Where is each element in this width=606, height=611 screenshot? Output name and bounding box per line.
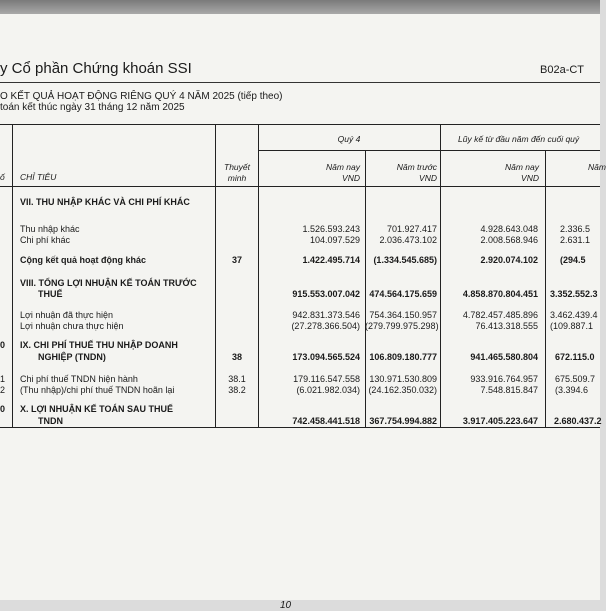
row-ytd-py: (294.5 — [560, 255, 586, 265]
row-note: 37 — [231, 255, 242, 265]
row-q4-cy: 1.526.593.243 — [302, 224, 360, 234]
row-ytd-cy: 3.917.405.223.647 — [462, 416, 538, 426]
row-q4-cy: 173.094.565.524 — [292, 352, 360, 362]
row-note: 38 — [231, 352, 242, 362]
row-q4-cy: 179.116.547.558 — [293, 374, 360, 384]
row-section-x: X. LỢI NHUẬN KẾ TOÁN SAU THUẾ — [20, 404, 174, 414]
page-number: 10 — [280, 600, 292, 611]
row-label: Lợi nhuận chưa thực hiện — [20, 321, 124, 331]
row-code: 0 — [0, 340, 6, 350]
row-ytd-cy: 933.916.764.957 — [470, 374, 538, 384]
row-q4-cy: (27.278.366.504) — [291, 321, 360, 331]
row-label: Lợi nhuận đã thực hiện — [20, 310, 113, 320]
row-section-ix: IX. CHI PHÍ THUẾ THU NHẬP DOANH — [20, 340, 178, 350]
report-title: O KẾT QUẢ HOẠT ĐỘNG RIÊNG QUÝ 4 NĂM 2025 (tiếp theo) — [0, 91, 283, 102]
header-ytd-unit: VND — [521, 173, 539, 183]
form-code: B02a-CT — [540, 64, 585, 76]
row-q4-py: 474.564.175.659 — [369, 289, 437, 299]
header-group-q4: Quý 4 — [337, 134, 361, 144]
row-code: 2 — [0, 385, 6, 395]
row-ytd-cy: 941.465.580.804 — [470, 352, 538, 362]
row-q4-cy: 915.553.007.042 — [292, 289, 360, 299]
row-label: Chi phí thuế TNDN hiện hành — [20, 374, 138, 384]
row-q4-py: 754.364.150.957 — [369, 310, 437, 320]
header-rule — [0, 82, 600, 83]
row-ytd-py: 2.680.437.2 — [554, 416, 602, 426]
report-period: toán kết thúc ngày 31 tháng 12 năm 2025 — [0, 102, 185, 113]
row-ytd-cy: 7.548.815.847 — [480, 385, 538, 395]
row-q4-py: 367.754.994.882 — [369, 416, 437, 426]
row-q4-cy: 942.831.373.546 — [292, 310, 360, 320]
row-ytd-cy: 2.008.568.946 — [480, 235, 538, 245]
header-q4-prior-year: Năm trước — [396, 162, 437, 172]
row-q4-py: 701.927.417 — [386, 224, 437, 234]
row-section-ix-cont: NGHIỆP (TNDN) — [38, 352, 106, 362]
header-note: Thuyết minh — [224, 162, 250, 183]
top-bezel — [0, 0, 600, 14]
row-ytd-py: 3.462.439.4 — [550, 310, 598, 320]
row-q4-cy: 1.422.495.714 — [302, 255, 360, 265]
company-name: y Cổ phần Chứng khoán SSI — [0, 60, 192, 77]
row-q4-cy: (6.021.982.034) — [296, 385, 360, 395]
row-q4-py: 130.971.530.809 — [369, 374, 437, 384]
row-q4-py: 2.036.473.102 — [379, 235, 437, 245]
row-label: Thu nhập khác — [20, 224, 80, 234]
row-ytd-py: 2.336.5 — [560, 224, 591, 234]
row-q4-cy: 104.097.529 — [309, 235, 360, 245]
row-ytd-cy: 4.782.457.485.896 — [462, 310, 538, 320]
row-note: 38.1 — [228, 374, 246, 384]
row-section-vii: VII. THU NHẬP KHÁC VÀ CHI PHÍ KHÁC — [20, 197, 190, 207]
header-q4-current-year: Năm nay — [325, 162, 360, 172]
header-q4-prior-unit: VND — [419, 173, 437, 183]
row-q4-py: (24.162.350.032) — [368, 385, 437, 395]
row-q4-py: (279.799.975.298) — [365, 321, 439, 331]
row-section-x-cont: TNDN — [38, 416, 63, 426]
header-item: CHỈ TIÊU — [20, 172, 57, 182]
row-section-viii: VIII. TỔNG LỢI NHUẬN KẾ TOÁN TRƯỚC — [20, 278, 197, 288]
row-ytd-py: (109.887.1 — [550, 321, 594, 331]
row-section-viii-cont: THUẾ — [38, 289, 63, 299]
document-page — [0, 14, 606, 611]
row-q4-py: 106.809.180.777 — [369, 352, 437, 362]
row-label: (Thu nhập)/chi phí thuế TNDN hoãn lại — [20, 385, 175, 395]
row-ytd-py: 2.631.1 — [560, 235, 591, 245]
header-q4-unit: VND — [342, 173, 360, 183]
header-group-ytd: Lũy kế từ đầu năm đến cuối quý — [458, 134, 580, 144]
row-code: 0 — [0, 404, 6, 414]
row-ytd-py: 675.509.7 — [555, 374, 596, 384]
income-statement-table — [0, 124, 606, 430]
row-note: 38.2 — [228, 385, 246, 395]
row-ytd-cy: 4.928.643.048 — [480, 224, 538, 234]
row-ytd-py: 672.115.0 — [555, 352, 595, 362]
row-label: Chi phí khác — [20, 235, 71, 245]
row-ytd-cy: 76.413.318.555 — [475, 321, 538, 331]
row-code: 1 — [0, 374, 6, 384]
header-ytd-prior-year: Năm — [588, 162, 606, 172]
row-ytd-cy: 4.858.870.804.451 — [462, 289, 538, 299]
header-code: ố — [0, 172, 5, 182]
row-q4-cy: 742.458.441.518 — [292, 416, 360, 426]
header-ytd-current-year: Năm nay — [504, 162, 539, 172]
row-label: Cộng kết quả hoạt động khác — [20, 255, 147, 265]
row-ytd-py: 3.352.552.3 — [550, 289, 598, 299]
row-ytd-py: (3.394.6 — [555, 385, 589, 395]
row-q4-py: (1.334.545.685) — [373, 255, 437, 265]
row-ytd-cy: 2.920.074.102 — [480, 255, 538, 265]
